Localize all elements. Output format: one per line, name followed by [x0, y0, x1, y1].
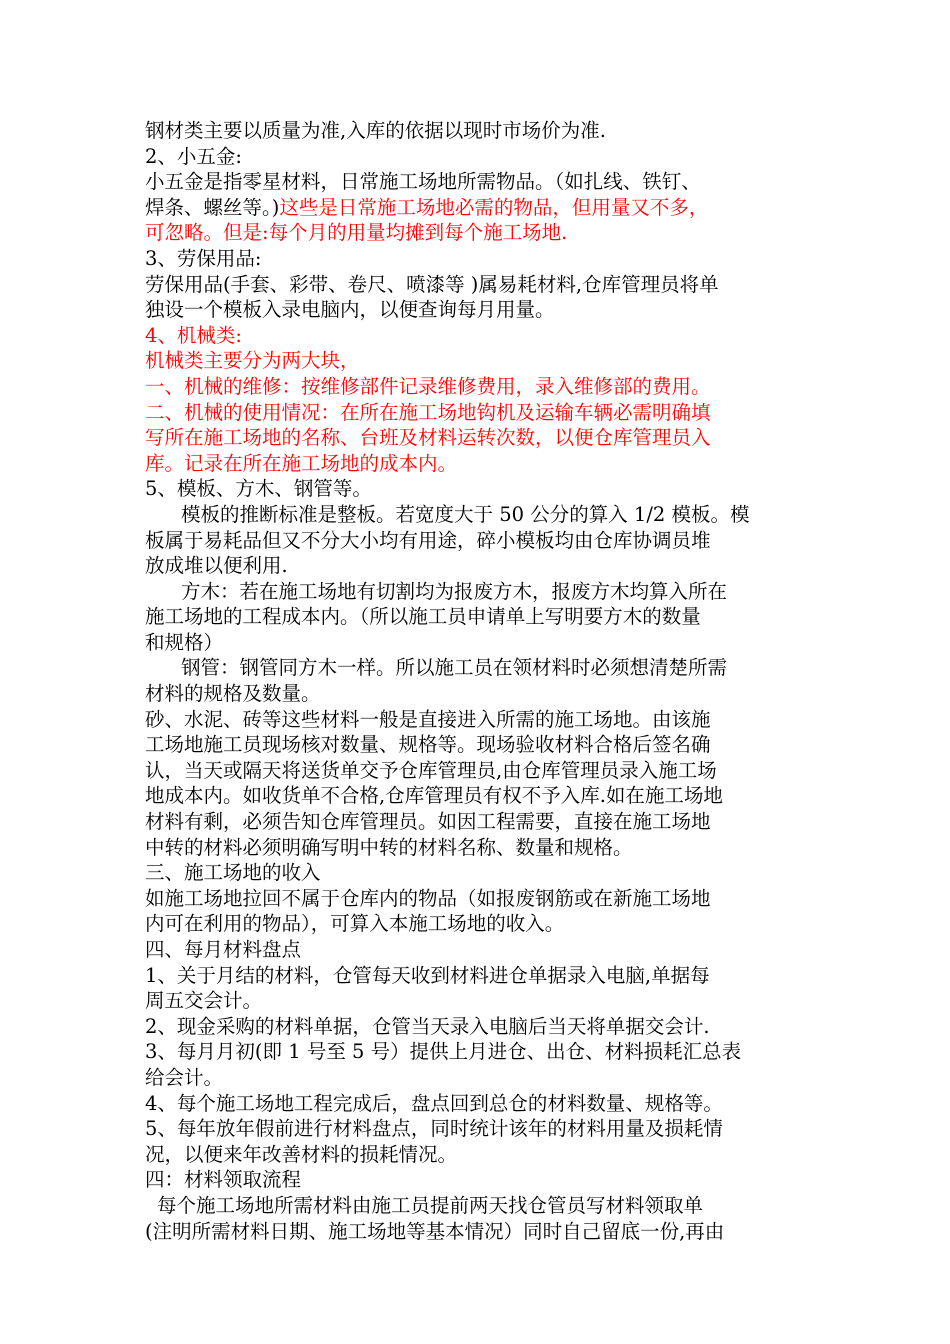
text-line: 放成堆以便利用. — [145, 554, 288, 578]
highlight-text: 库。记录在所在施工场地的成本内。 — [145, 451, 458, 475]
highlight-text: 可忽略。但是:每个月的用量均摊到每个施工场地. — [145, 221, 568, 245]
text-line: 材料有剩，必须告知仓库管理员。如因工程需要，直接在施工场地 — [145, 810, 711, 834]
text-line: 周五交会计。 — [145, 989, 263, 1013]
text-line: 1、关于月结的材料，仓管每天收到材料进仓单据录入电脑,单据每 — [145, 963, 710, 987]
text-line: 和规格） — [145, 630, 224, 654]
text-line: 4、每个施工场地工程完成后，盘点回到总仓的材料数量、规格等。 — [145, 1091, 723, 1115]
text-line: 中转的材料必须明确写明中转的材料名称、数量和规格。 — [145, 835, 633, 859]
section-heading-requisition: 四：材料领取流程 — [145, 1168, 302, 1192]
text-line: 认，当天或隔天将送货单交予仓库管理员,由仓库管理员录入施工场 — [145, 758, 717, 782]
text-line: 施工场地的工程成本内。（所以施工员申请单上写明要方木的数量 — [145, 605, 701, 629]
text-line: 给会计。 — [145, 1065, 224, 1089]
text-line: 每个施工场地所需材料由施工员提前两天找仓管员写材料领取单 — [157, 1193, 704, 1217]
section-heading-protective: 3、劳保用品: — [145, 246, 262, 270]
section-heading-income: 三、施工场地的收入 — [145, 861, 321, 885]
highlight-text: 二、机械的使用情况：在所在施工场地钩机及运输车辆必需明确填 — [145, 400, 711, 424]
text-line: 材料的规格及数量。 — [145, 682, 321, 706]
text-line: 3、每月月初(即 1 号至 5 号）提供上月进仓、出仓、材料损耗汇总表 — [145, 1040, 742, 1064]
text-line: 板属于易耗品但又不分大小均有用途，碎小模板均由仓库协调员堆 — [145, 528, 711, 552]
text-line: 5、每年放年假前进行材料盘点，同时统计该年的材料用量及损耗情 — [145, 1117, 723, 1141]
text-line: 模板的推断标准是整板。若宽度大于 50 公分的算入 1/2 模板。模 — [181, 502, 750, 526]
text-line: (注明所需材料日期、施工场地等基本情况）同时自己留底一份,再由 — [145, 1219, 725, 1243]
text-line — [145, 195, 807, 221]
section-heading-inventory: 四、每月材料盘点 — [145, 938, 302, 961]
text-line: 地成本内。如收货单不合格,仓库管理员有权不予入库.如在施工场地 — [145, 784, 723, 808]
text-line: 砂、水泥、砖等这些材料一般是直接进入所需的施工场地。由该施 — [145, 707, 711, 731]
text-line: 独设一个模板入录电脑内，以便查询每月用量。 — [145, 298, 555, 322]
highlight-text: 机械类主要分为两大块， — [145, 349, 360, 373]
text-line: 况，以便来年改善材料的损耗情况。 — [145, 1142, 458, 1166]
section-heading-machinery: 4、机械类: — [145, 323, 242, 347]
text-line: 劳保用品(手套、彩带、卷尺、喷漆等 )属易耗材料,仓库管理员将单 — [145, 272, 719, 296]
section-heading-hardware: 2、小五金: — [145, 144, 242, 168]
highlight-text: 这些是日常施工场地必需的物品，但用量又不多， — [279, 195, 709, 219]
text-line: 2、现金采购的材料单据，仓管当天录入电脑后当天将单据交会计. — [145, 1014, 710, 1038]
text-line: 钢管：钢管同方木一样。所以施工员在领材料时必须想清楚所需 — [181, 656, 728, 680]
highlight-text: 写所在施工场地的名称、台班及材料运转次数，以便仓库管理员入 — [145, 426, 711, 450]
text-line: 如施工场地拉回不属于仓库内的物品（如报废钢筋或在新施工场地 — [145, 886, 711, 910]
text-line: 方木：若在施工场地有切割均为报废方木，报废方木均算入所在 — [181, 579, 728, 603]
section-heading-formwork: 5、模板、方木、钢管等。 — [145, 477, 372, 501]
text-line: 小五金是指零星材料，日常施工场地所需物品。（如扎线、铁钉、 — [145, 170, 701, 194]
text-line: 内可在利用的物品），可算入本施工场地的收入。 — [145, 912, 565, 936]
text-span: 焊条、螺丝等。) — [145, 195, 280, 219]
document-body — [145, 118, 807, 1244]
text-line: 钢材类主要以质量为准,入库的依据以现时市场价为准. — [145, 119, 606, 142]
highlight-text: 一、机械的维修：按维修部件记录维修费用，录入维修部的费用。 — [145, 374, 711, 398]
text-line: 工场地施工员现场核对数量、规格等。现场验收材料合格后签名确 — [145, 733, 711, 757]
